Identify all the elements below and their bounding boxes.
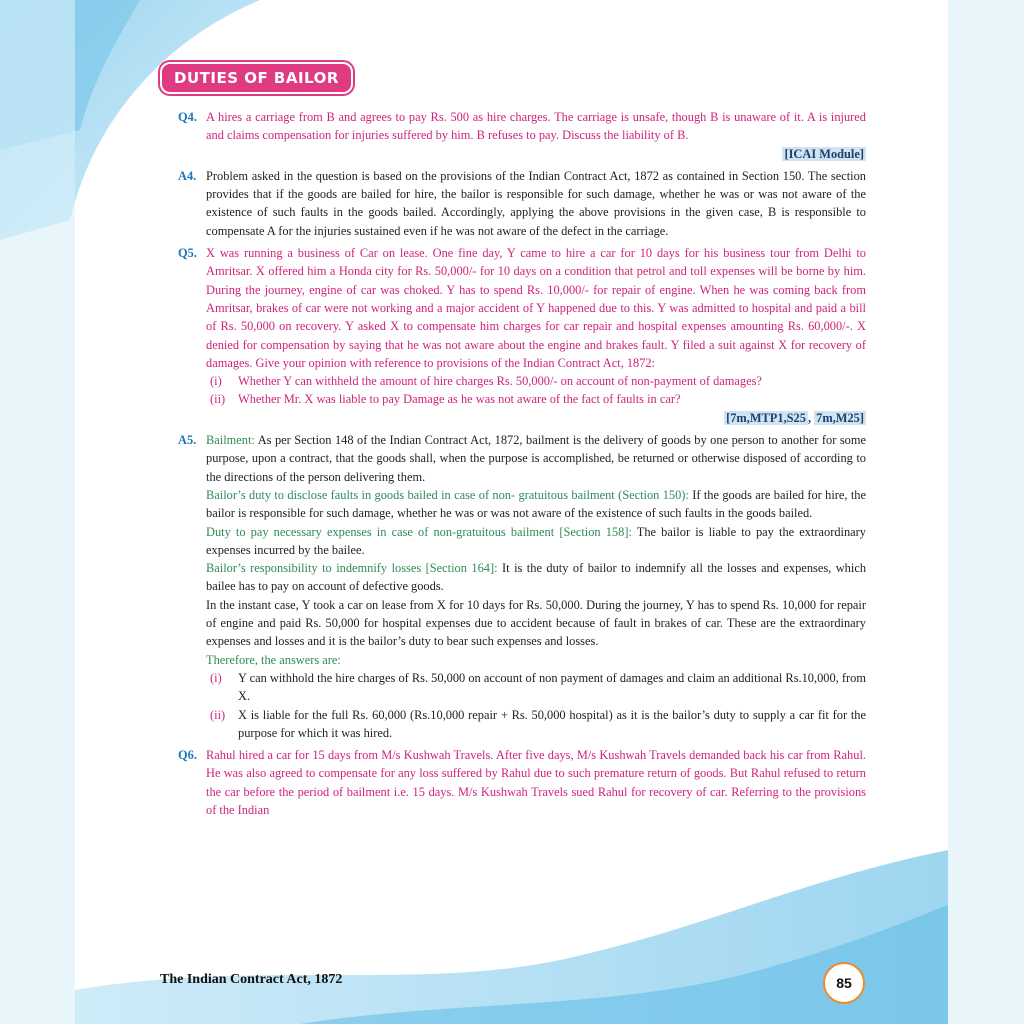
answer-5-para-5: In the instant case, Y took a car on lease from X for 10 days for Rs. 50,000. During the journey, Y has to spend Rs. 10,000 for repair of engine and paid Rs. 50,000 for hospital expenses due to accident because of fault in brakes of car. These are the extraordinary expenses and losses and it is the bailor’s duty to bear such expenses and losses.: [206, 597, 866, 649]
answer-5-tag: A5.: [178, 433, 197, 448]
answer-5: [178, 431, 866, 742]
question-6-tag: Q6.: [178, 748, 197, 763]
footer-book-title: The Indian Contract Act, 1872: [160, 972, 343, 987]
question-5-text: X was running a business of Car on lease. One fine day, Y came to hire a car for 10 days for his business tour from Delhi to Amritsar. X offered him a Honda city for Rs. 50,000/- for 10 days on a condition that petrol and toll expenses will be borne by him. During the journey, engine of car was choked. Y has to spend Rs. 10,000/- for repair of engine. When he was coming back from Amritsar, brakes of car were not working and a major accident of Y happened due to this. Y was admitted to hospital and paid a bill of Rs. 50,000 on recovery. Y asked X to compensate him charges for car repair and hospital expenses amounting Rs. 60,000/-. X denied for compensation by saying that he was not aware about the engine and brakes fault. Y filed a suit against X for recovery of damages. Give your opinion with reference to provisions of the Indian Contract Act, 1872:: [206, 246, 866, 370]
question-4-text: A hires a carriage from B and agrees to pay Rs. 500 as hire charges. The carriage is unsafe, though B is unaware of it. A is injured and claims compensation for injuries suffered by him. B refuses to pay. Discuss the liability of B.: [206, 110, 866, 143]
answer-5-item-2: (ii) X is liable for the full Rs. 60,000 (Rs.10,000 repair + Rs. 50,000 hospital) as it is the bailor’s duty to supply a car fit for the purpose for which it was hired.: [210, 707, 866, 740]
question-6-text: Rahul hired a car for 15 days from M/s Kushwah Travels. After five days, M/s Kushwah Travels demanded back his car from Rahul. He was also agreed to compensate for any loss suffered by Rahul due to such premature return of goods. But Rahul refused to return the car before the period of bailment i.e. 15 days. M/s Kushwah Travels sued Rahul for recovery of car. Referring to the provisions of the Indian: [206, 748, 866, 817]
answer-5-para-3: Duty to pay necessary expenses in case of non-gratuitous bailment [Section 158]: The bailor is liable to pay the extraordinary expenses incurred by the bailee.: [206, 524, 866, 557]
question-5-item-2: (ii) Whether Mr. X was liable to pay Damage as he was not aware of the fact of faults in car?: [210, 392, 681, 407]
question-5-reference: [7m,MTP1,S25 , 7m,M25]: [726, 410, 864, 425]
answer-5-para-2: Bailor’s duty to disclose faults in goods bailed in case of non- gratuitous bailment (Section 150): If the goods are bailed for hire, the bailor is responsible for such damage, whether he was or was not aware of the existence of such faults in the goods bailed.: [206, 487, 867, 521]
answer-5-para-1: Bailment: As per Section 148 of the Indian Contract Act, 1872, bailment is the delivery of goods by one person to another for some purpose, upon a contract, that the goods shall, when the purpose is accomplished, be returned or otherwise disposed of according to the directions of the person delivering them.: [206, 433, 866, 484]
section-heading: [160, 62, 353, 94]
question-4-reference: [ICAI Module]: [784, 146, 864, 161]
answer-5-para-4: Bailor’s responsibility to indemnify losses [Section 164]: It is the duty of bailor to indemnify all the losses and expenses, which bailee has to pay on account of defective goods.: [206, 561, 867, 594]
answer-4-text: Problem asked in the question is based on the provisions of the Indian Contract Act, 1872 as contained in Section 150. The section provides that if the goods are bailed for hire, the bailor is responsible for such damage, whether he was or was not aware of the existence of such faults in the goods bailed. Accordingly, applying the above provisions in the given case, B is responsible to compensate A for the injuries sustained even if he was not aware of the defect in the carriage.: [206, 168, 866, 238]
question-5-tag: Q5.: [178, 246, 197, 261]
question-5: [178, 244, 866, 427]
question-4: [178, 108, 866, 163]
section-heading-text: DUTIES OF BAILOR: [174, 69, 339, 87]
question-6: [178, 746, 866, 819]
question-5-item-1: (i) Whether Y can withheld the amount of hire charges Rs. 50,000/- on account of non-payment of damages?: [210, 374, 762, 389]
answer-5-conclusion-label: Therefore, the answers are:: [206, 652, 341, 667]
question-4-tag: Q4.: [178, 110, 197, 124]
answer-5-item-1: (i) Y can withhold the hire charges of Rs. 50,000 on account of non payment of damages and claim an additional Rs.10,000, from X.: [210, 670, 866, 704]
page-content: [178, 108, 866, 823]
answer-4: [178, 167, 866, 240]
page-number: 85: [823, 962, 865, 1004]
answer-4-tag: A4.: [178, 168, 197, 183]
